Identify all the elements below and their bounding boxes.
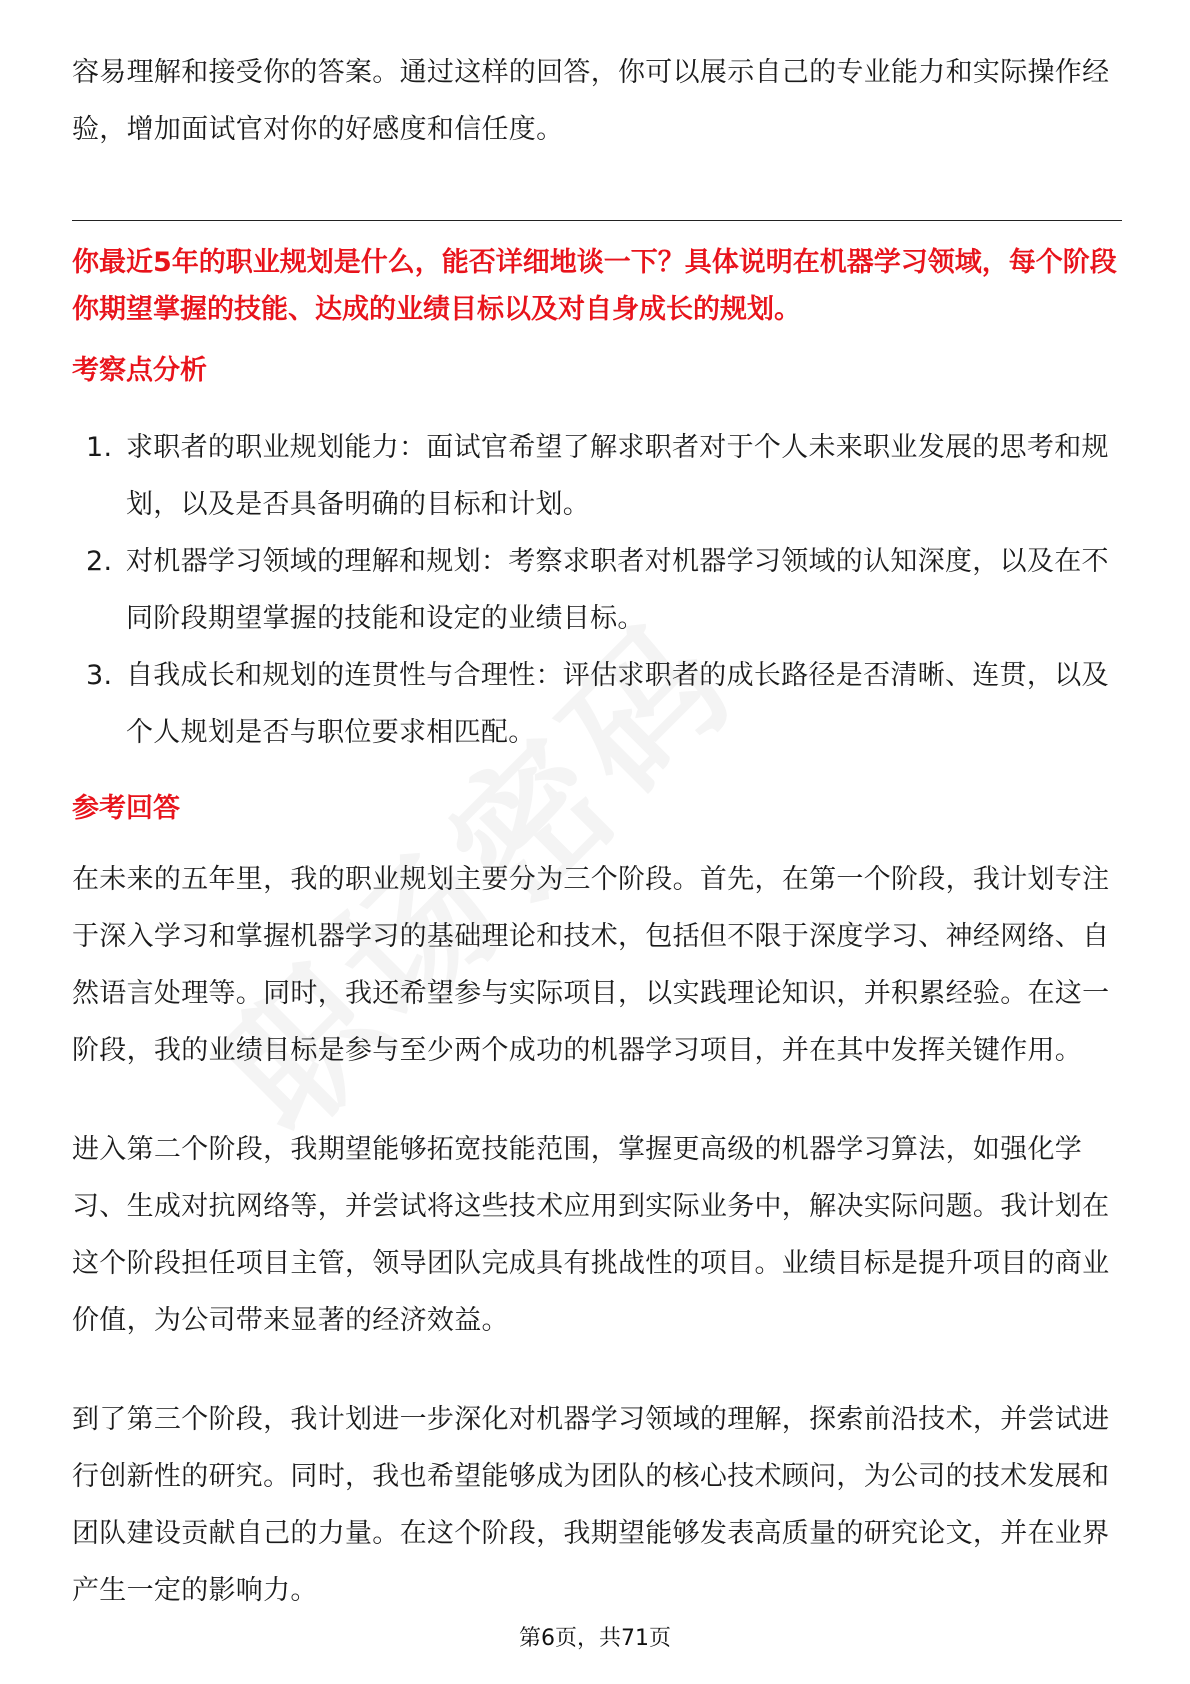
- analysis-item: [72, 533, 1122, 647]
- intro-paragraph: 容易理解和接受你的答案。通过这样的回答，你可以展示自己的专业能力和实际操作经验，增加面试官对你的好感度和信任度。: [72, 57, 1110, 145]
- analysis-item-number: 2.: [86, 546, 113, 577]
- page-content: [72, 44, 1122, 1619]
- analysis-heading: 考察点分析: [72, 355, 207, 386]
- analysis-item-text: 自我成长和规划的连贯性与合理性：评估求职者的成长路径是否清晰、连贯，以及个人规划是否与职位要求相匹配。: [126, 660, 1109, 748]
- interview-question: 你最近5年的职业规划是什么，能否详细地谈一下？具体说明在机器学习领域，每个阶段你期望掌握的技能、达成的业绩目标以及对自身成长的规划。: [72, 247, 1117, 325]
- answer-heading: 参考回答: [72, 793, 180, 824]
- answer-paragraph-1: 在未来的五年里，我的职业规划主要分为三个阶段。首先，在第一个阶段，我计划专注于深入学习和掌握机器学习的基础理论和技术，包括但不限于深度学习、神经网络、自然语言处理等。同时，我还希望参与实际项目，以实践理论知识，并积累经验。在这一阶段，我的业绩目标是参与至少两个成功的机器学习项目，并在其中发挥关键作用。: [72, 864, 1110, 1066]
- analysis-item-text: 求职者的职业规划能力：面试官希望了解求职者对于个人未来职业发展的思考和规划，以及是否具备明确的目标和计划。: [126, 432, 1109, 520]
- page-number: 第6页，共71页: [519, 1626, 671, 1651]
- analysis-item-number: 3.: [86, 660, 113, 691]
- analysis-item-number: 1.: [86, 432, 113, 463]
- analysis-item-text: 对机器学习领域的理解和规划：考察求职者对机器学习领域的认知深度，以及在不同阶段期望掌握的技能和设定的业绩目标。: [126, 546, 1109, 634]
- analysis-list: [72, 419, 1122, 761]
- answer-paragraph-2: 进入第二个阶段，我期望能够拓宽技能范围，掌握更高级的机器学习算法，如强化学习、生成对抗网络等，并尝试将这些技术应用到实际业务中，解决实际问题。我计划在这个阶段担任项目主管，领导团队完成具有挑战性的项目。业绩目标是提升项目的商业价值，为公司带来显著的经济效益。: [72, 1134, 1110, 1336]
- analysis-item: [72, 419, 1122, 533]
- section-divider: [72, 220, 1122, 221]
- answer-paragraph-3: 到了第三个阶段，我计划进一步深化对机器学习领域的理解，探索前沿技术，并尝试进行创新性的研究。同时，我也希望能够成为团队的核心技术顾问，为公司的技术发展和团队建设贡献自己的力量。在这个阶段，我期望能够发表高质量的研究论文，并在业界产生一定的影响力。: [72, 1404, 1110, 1606]
- analysis-item: [72, 647, 1122, 761]
